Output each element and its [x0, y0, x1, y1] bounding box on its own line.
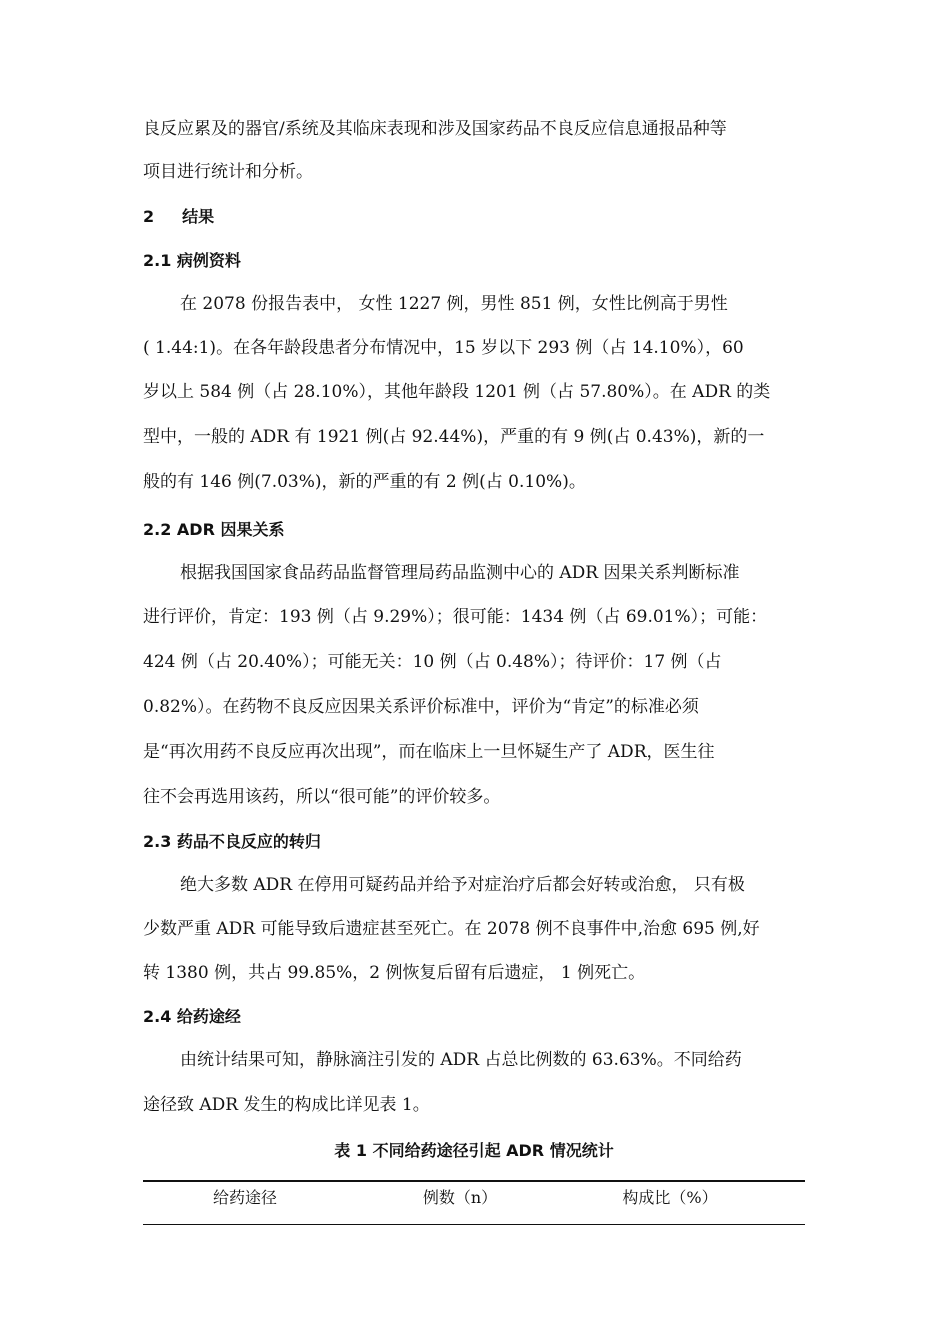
table-header-rule: [143, 1224, 805, 1225]
section-heading-2: [143, 205, 813, 229]
table-header-count: 例数（n）: [422, 1188, 498, 1207]
paragraph-line: 0.82%）。在药物不良反应因果关系评价标准中，评价为“肯定”的标准必须: [143, 697, 699, 717]
section-number: 2: [143, 207, 155, 226]
section-heading-2-2: 2.2 ADR 因果关系: [143, 520, 285, 539]
section-heading-2-4: 2.4 给药途经: [143, 1007, 241, 1026]
paragraph-line: 往不会再选用该药，所以“很可能”的评价较多。: [143, 787, 501, 807]
paragraph-line: ( 1.44:1)。在各年龄段患者分布情况中，15 岁以下 293 例（占 14.10%），60: [143, 338, 744, 358]
table-header-route: 给药途径: [212, 1188, 277, 1207]
paragraph-line: 项目进行统计和分析。: [143, 162, 313, 182]
paragraph-line: 由统计结果可知，静脉滴注引发的 ADR 占总比例数的 63.63%。不同给药: [180, 1050, 742, 1070]
paragraph-line: 进行评价，肯定：193 例（占 9.29%）；很可能：1434 例（占 69.01%）；可能：: [143, 607, 768, 627]
paragraph-line: 型中，一般的 ADR 有 1921 例(占 92.44%)，严重的有 9 例(占 0.43%)，新的一: [143, 427, 765, 447]
paragraph-line: 岁以上 584 例（占 28.10%），其他年龄段 1201 例（占 57.80%）。在 ADR 的类: [143, 382, 771, 402]
paragraph-line: 424 例（占 20.40%）；可能无关：10 例（占 0.48%）；待评价：17 例（占: [143, 652, 722, 672]
paragraph-line: 是“再次用药不良反应再次出现”，而在临床上一旦怀疑生产了 ADR，医生往: [143, 742, 715, 762]
table-caption: 表 1 不同给药途径引起 ADR 情况统计: [334, 1141, 614, 1160]
paragraph-line: 少数严重 ADR 可能导致后遗症甚至死亡。在 2078 例不良事件中,治愈 695 例,好: [143, 919, 760, 939]
paragraph-line: 途径致 ADR 发生的构成比详见表 1。: [143, 1095, 430, 1115]
paragraph-line: 绝大多数 ADR 在停用可疑药品并给予对症治疗后都会好转或治愈， 只有极: [180, 875, 745, 895]
paragraph-line: 般的有 146 例(7.03%)，新的严重的有 2 例(占 0.10%)。: [143, 472, 586, 492]
table-top-rule: [143, 1180, 805, 1182]
paragraph-line: 根据我国国家食品药品监督管理局药品监测中心的 ADR 因果关系判断标准: [180, 563, 740, 583]
table-header-ratio: 构成比（%）: [622, 1188, 718, 1207]
paragraph-line: 良反应累及的器官/系统及其临床表现和涉及国家药品不良反应信息通报品种等: [143, 119, 727, 139]
section-heading-2-1: 2.1 病例资料: [143, 251, 241, 270]
paragraph-line: 在 2078 份报告表中， 女性 1227 例，男性 851 例，女性比例高于男性: [180, 294, 728, 314]
section-title: 结果: [182, 207, 215, 226]
paragraph-line: 转 1380 例，共占 99.85%，2 例恢复后留有后遗症， 1 例死亡。: [143, 963, 646, 983]
section-heading-2-3: 2.3 药品不良反应的转归: [143, 832, 321, 851]
